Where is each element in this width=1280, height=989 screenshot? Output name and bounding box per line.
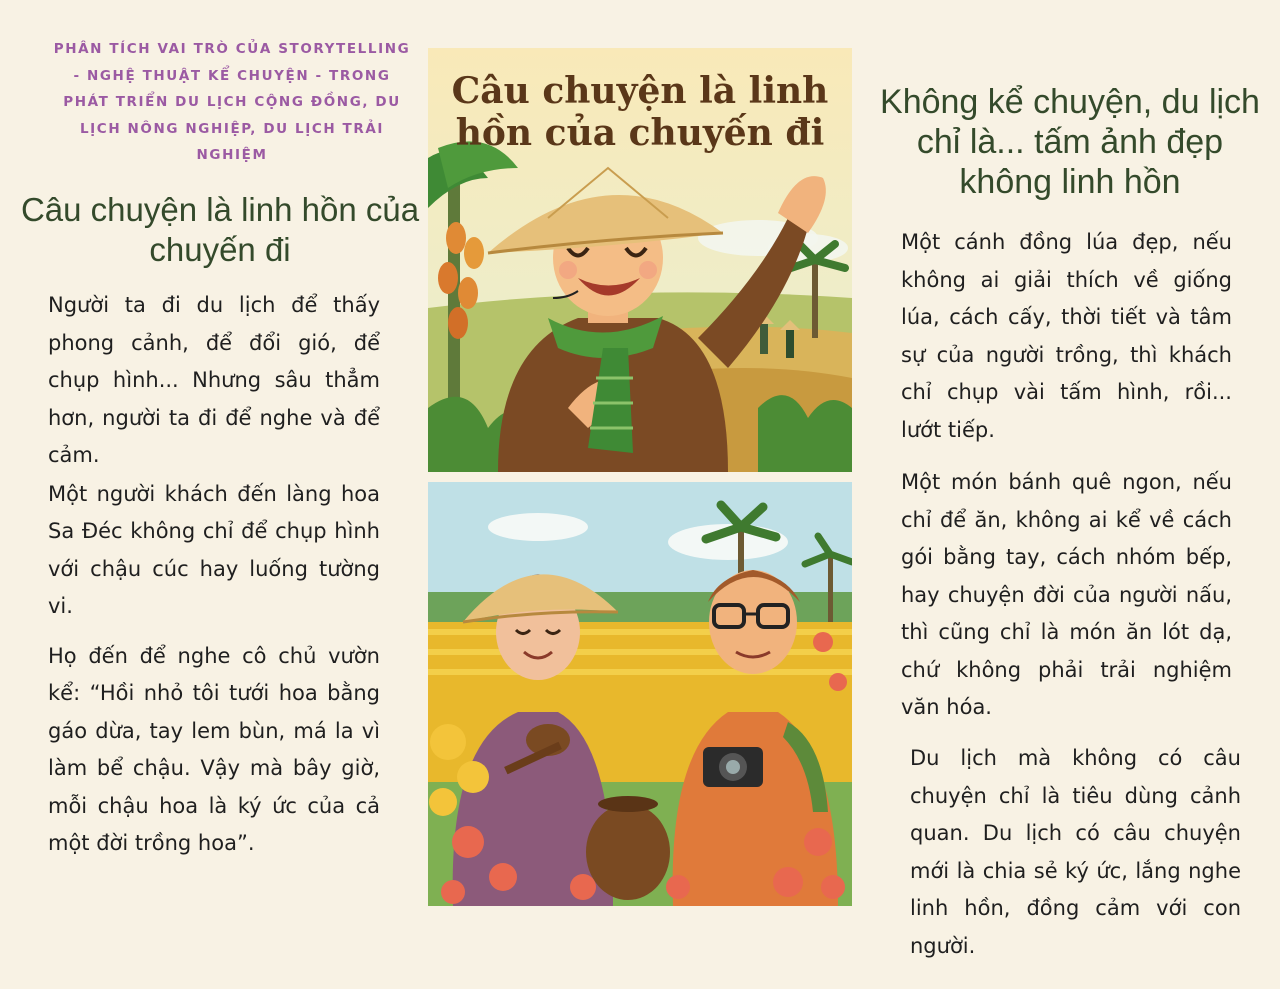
left-paragraph-2: Một người khách đến làng hoa Sa Đéc không chỉ để chụp hình với chậu cúc hay luống tường vi.	[48, 481, 380, 618]
right-paragraph-1: Một cánh đồng lúa đẹp, nếu không ai giải thích về giống lúa, cách cấy, thời tiết và tâm sự của người trồng, thì khách chỉ chụp vài tấm hình, rồi... lướt tiếp.	[901, 230, 1232, 442]
article-kicker: PHÂN TÍCH VAI TRÒ CỦA STORYTELLING - NGHỆ THUẬT KỂ CHUYỆN - TRONG PHÁT TRIỂN DU LỊCH CỘNG ĐỒNG, DU LỊCH NÔNG NGHIỆP, DU LỊCH TRẢI NGHIỆM	[53, 41, 411, 163]
flower-garden-illustration-art	[428, 482, 852, 906]
right-closing	[910, 740, 1241, 965]
right-paragraph-3: Du lịch mà không có câu chuyện chỉ là tiêu dùng cảnh quan. Du lịch có câu chuyện mới là chia sẻ ký ức, lắng nghe linh hồn, đồng cảm với con người.	[910, 746, 1241, 958]
flower-garden-illustration	[428, 482, 852, 906]
left-body	[48, 287, 380, 863]
poster-title: Câu chuyện là linh hồn của chuyến đi	[451, 70, 829, 154]
right-paragraph-2: Một món bánh quê ngon, nếu chỉ để ăn, không ai kể về cách gói bằng tay, cách nhóm bếp, hay chuyện đời của người nấu, thì cũng chỉ là món ăn lót dạ, chứ không phải trải nghiệm văn hóa.	[901, 470, 1232, 719]
left-paragraph-1: Người ta đi du lịch để thấy phong cảnh, để đổi gió, để chụp hình... Nhưng sâu thẳm hơn, người ta đi để nghe và để cảm.	[48, 293, 380, 467]
right-body	[901, 224, 1232, 727]
farmer-illustration	[428, 48, 852, 472]
left-paragraph-3: Họ đến để nghe cô chủ vườn kể: “Hồi nhỏ tôi tưới hoa bằng gáo dừa, tay lem bùn, má la vì làm bể chậu. Vậy mà bây giờ, mỗi chậu hoa là ký ức của cả một đời trồng hoa”.	[48, 643, 380, 855]
right-heading: Không kể chuyện, du lịch chỉ là... tấm ảnh đẹp không linh hồn	[880, 83, 1260, 201]
left-heading: Câu chuyện là linh hồn của chuyến đi	[20, 191, 420, 268]
